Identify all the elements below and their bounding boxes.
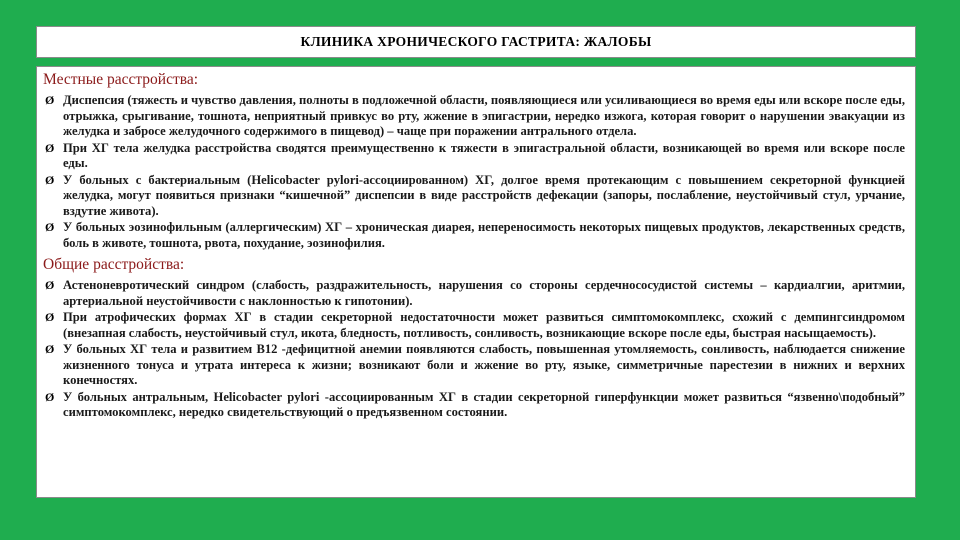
general-symptoms-list xyxy=(43,278,905,421)
section-heading-local: Местные расстройства: xyxy=(43,71,199,88)
arrow-bullet-icon: Ø xyxy=(45,342,55,356)
title-box xyxy=(36,26,916,58)
arrow-bullet-icon: Ø xyxy=(45,220,55,234)
section-heading-general: Общие расстройства: xyxy=(43,256,185,273)
list-item xyxy=(43,278,905,309)
arrow-bullet-icon: Ø xyxy=(45,278,55,292)
content-box xyxy=(36,66,916,498)
list-item-text: У больных ХГ тела и развитием В12 -дефицитной анемии появляются слабость, повышенная утомляемость, сонливость, наблюдается снижение жизненного тонуса и утрата интереса к жизни; возникают боли и жжение во рту, языке, симметричные парестезии в нижних и верхних конечностях. xyxy=(63,342,905,387)
local-symptoms-list xyxy=(43,93,905,251)
arrow-bullet-icon: Ø xyxy=(45,93,55,107)
list-item-text: При ХГ тела желудка расстройства сводятся преимущественно к тяжести в эпигастральной области, возникающей во время или вскоре после еды. xyxy=(63,140,905,170)
list-item-text: У больных с бактериальным (Helicobacter pylori-ассоциированном) ХГ, долгое время протекающим с повышением секреторной функцией желудка, могут появиться признаки “кишечной” диспепсии в виде расстройств дефекации (запоры, послабление, неустойчивый стул, урчание, вздутие живота). xyxy=(63,172,905,218)
arrow-bullet-icon: Ø xyxy=(45,389,55,404)
list-item xyxy=(43,93,905,140)
list-item xyxy=(43,390,905,421)
list-item xyxy=(43,310,905,341)
list-item-text: Диспепсия (тяжесть и чувство давления, полноты в подложечной области, появляющиеся или усиливающиеся во время еды или вскоре после еды, отрыжка, срыгивание, тошнота, неприятный привкус во рту, жжение в эпигастрии, нередко изжога, которая говорит о нарушении эвакуации из желудка и забросе желудочного содержимого в пищевод) – чаще при поражении антрального отдела. xyxy=(63,93,906,138)
list-item-text: У больных эозинофильным (аллергическим) ХГ – хроническая диарея, непереносимость некоторых пищевых продуктов, лекарственных средств, боль в животе, тошнота, рвота, похудание, эозинофилия. xyxy=(63,220,905,250)
arrow-bullet-icon: Ø xyxy=(45,172,55,187)
list-item-text: При атрофических формах ХГ в стадии секреторной недостаточности может развиться симптомокомплекс, схожий с демпингсиндромом (внезапная слабость, неустойчивый стул, икота, бледность, потливость, сонливость, возникающие вскоре после еды, быстрая насыщаемость). xyxy=(63,310,905,340)
list-item-text: У больных антральным, Helicobacter pylori -ассоциированным ХГ в стадии секреторной гиперфункции может развиться “язвенно\подобный” симптомокомплекс, нередко свидетельствующий о предъязвенном состоянии. xyxy=(63,389,905,419)
list-item-text: Астеноневротический синдром (слабость, раздражительность, нарушения со стороны сердечнососудистой системы – кардиалгии, аритмии, артериальной неустойчивости с наклонностью к гипотонии). xyxy=(63,278,905,308)
list-item xyxy=(43,220,905,251)
arrow-bullet-icon: Ø xyxy=(45,140,55,155)
list-item xyxy=(43,173,905,220)
list-item xyxy=(43,342,905,389)
slide-title: КЛИНИКА ХРОНИЧЕСКОГО ГАСТРИТА: ЖАЛОБЫ xyxy=(300,34,652,49)
arrow-bullet-icon: Ø xyxy=(45,310,55,324)
list-item xyxy=(43,141,905,172)
